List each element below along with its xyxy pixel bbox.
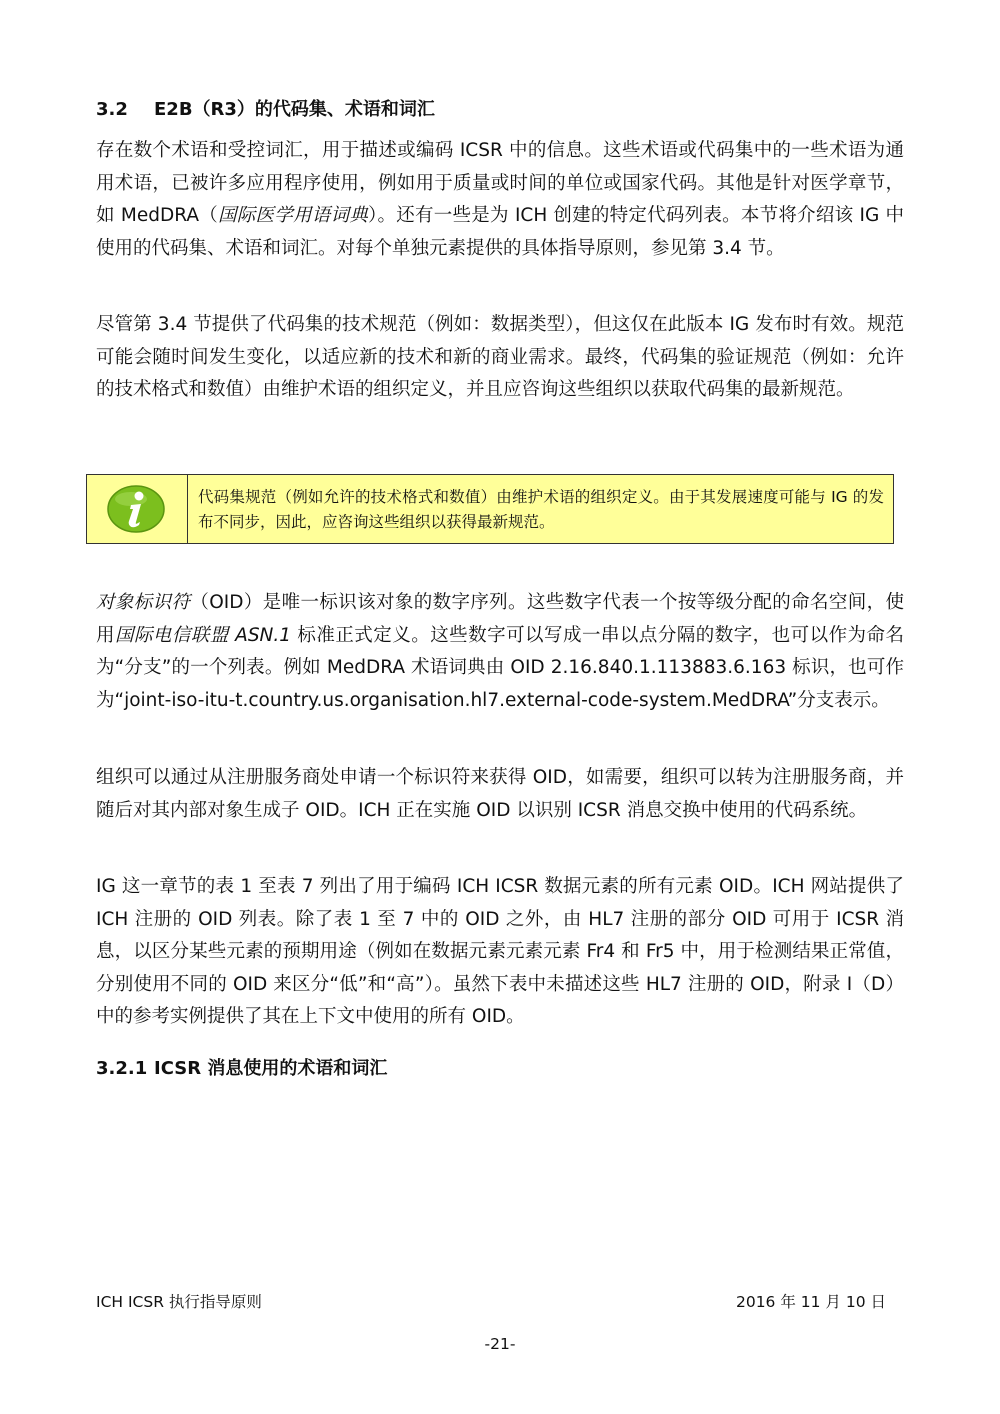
note-text: 代码集规范（例如允许的技术格式和数值）由维护术语的组织定义。由于其发展速度可能与 IG 的发布不同步，因此，应咨询这些组织以获得最新规范。 [198,488,884,531]
itu-italic-term: 国际电信联盟 ASN.1 [114,624,292,646]
info-icon [107,485,165,533]
section-number: 3.2 [96,99,128,120]
paragraph-5-text: IG 这一章节的表 1 至表 7 列出了用于编码 ICH ICSR 数据元素的所有元素 OID。ICH 网站提供了 ICH 注册的 OID 列表。除了表 1 至 7 中的 OID 之外，由 HL7 注册的部分 OID 可用于 ICSR 消息，以区分某些元素的预期用途（例如在数据元素元素元素 Fr4 和 Fr5 中，用于检测结果正常值，分别使用不同的 OID 来区分“低”和“高”）。虽然下表中未描述这些 HL7 注册的 OID，附录 I（D）中的参考实例提供了其在上下文中使用的所有 OID。 [96,876,904,1027]
paragraph-4-text: 组织可以通过从注册服务商处申请一个标识符来获得 OID，如需要，组织可以转为注册服务商，并随后对其内部对象生成子 OID。ICH 正在实施 OID 以识别 ICSR 消息交换中使用的代码系统。 [96,767,904,821]
footer-date: 2016 年 11 月 10 日 [735,1293,886,1311]
paragraph-3 [96,587,904,717]
paragraph-2-text: 尽管第 3.4 节提供了代码集的技术规范（例如：数据类型），但这仅在此版本 IG 发布时有效。规范可能会随时间发生变化，以适应新的技术和新的商业需求。最终，代码集的验证规范（例如：允许的技术格式和数值）由维护术语的组织定义，并且应咨询这些组织以获取代码集的最新规范。 [96,314,904,400]
page-number: -21- [484,1335,516,1353]
oid-italic-term: 对象标识符 [96,592,191,613]
note-icon-cell [87,475,188,543]
subsection-title: ICSR 消息使用的术语和词汇 [154,1058,388,1079]
section-title: E2B（R3）的代码集、术语和词汇 [154,99,435,120]
paragraph-1-tail: ）。还有一些是为 ICH 创建的特定代码列表。本节将介绍该 IG 中使用的代码集、术语和词汇。对每个单独元素提供的具体指导原则，参见第 3.4 节。 [96,205,904,259]
section-heading [96,98,435,122]
paragraph-1 [96,135,904,265]
paragraph-2 [96,309,904,407]
paragraph-3-text-b: 标准正式定义。这些数字可以写成一串以点分隔的数字，也可以作为命名为“分支”的一个列表。例如 MedDRA 术语词典由 OID 2.16.840.1.113883.6.163 标识，也可作为“joint-iso-itu-t.country.us.organisation.hl7.external-code-system.MedDRA”分支表示。 [96,624,904,711]
paragraph-3-text-a: （OID）是唯一标识该对象的数字序列。这些数字代表一个按等级分配的命名空间，使用 [96,592,904,646]
subsection-number: 3.2.1 [96,1058,148,1079]
footer-doc-title: ICH ICSR 执行指导原则 [96,1293,262,1311]
paragraph-5 [96,871,904,1034]
subsection-heading [96,1057,387,1081]
paragraph-1-text: 存在数个术语和受控词汇，用于描述或编码 ICSR 中的信息。这些术语或代码集中的一些术语为通用术语，已被许多应用程序使用，例如用于质量或时间的单位或国家代码。其他是针对医学章节，如 MedDRA（ [96,140,904,226]
info-note-box [86,474,894,544]
paragraph-4 [96,762,904,827]
meddra-italic-term: 国际医学用语词典 [218,205,369,226]
